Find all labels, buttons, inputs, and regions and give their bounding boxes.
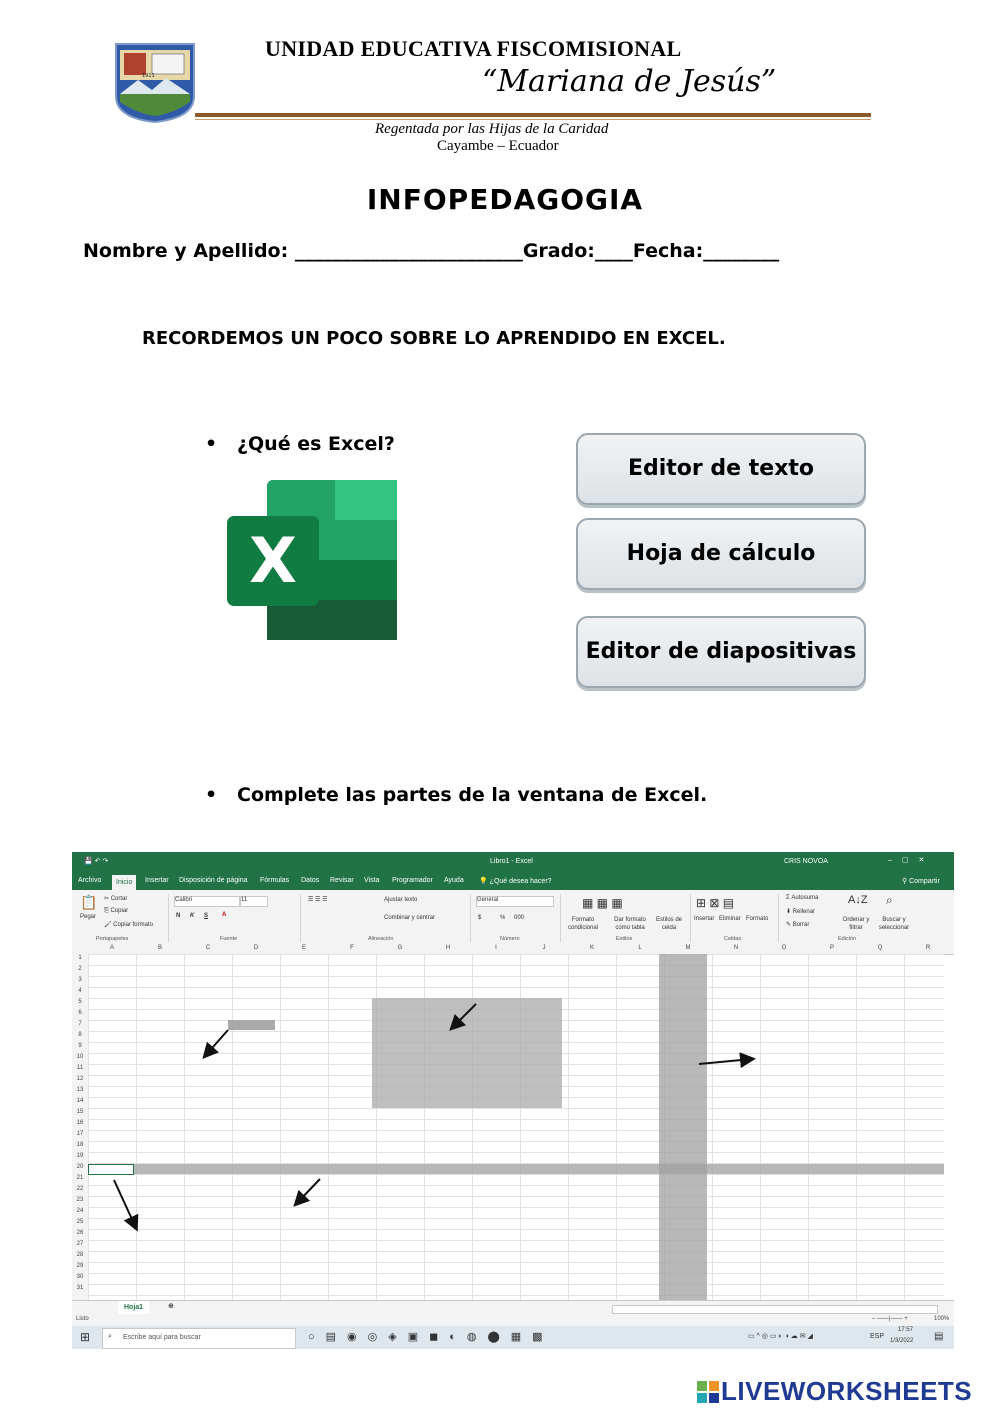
copy-label: Copiar: [110, 908, 129, 914]
save-icon: 💾 ↶ ↷: [84, 858, 109, 865]
conditional-format-button[interactable]: Formato condicional: [567, 917, 599, 931]
cut-button[interactable]: ✂ Cortar: [104, 896, 128, 902]
column-header[interactable]: I: [495, 945, 497, 951]
tab-disposicion[interactable]: Disposición de página: [179, 877, 248, 884]
cell-styles-button[interactable]: Estilos de celda: [655, 917, 682, 931]
clear-button[interactable]: ✎ Borrar: [786, 922, 810, 928]
delete-cells-button[interactable]: Eliminar: [719, 916, 741, 922]
row-header[interactable]: 3: [78, 977, 82, 983]
row-header[interactable]: 18: [76, 1142, 84, 1148]
city-line: Cayambe – Ecuador: [437, 138, 559, 154]
percent-button[interactable]: %: [500, 915, 506, 921]
row-header[interactable]: 17: [76, 1131, 84, 1137]
windows-start-icon[interactable]: ⊞: [80, 1330, 91, 1344]
arrow-row: [296, 1179, 320, 1204]
group-clipboard: Portapapeles: [96, 936, 129, 942]
column-header[interactable]: F: [350, 945, 354, 951]
school-logo: [112, 40, 198, 124]
copy-button[interactable]: ⎘ Copiar: [104, 908, 129, 914]
row-header[interactable]: 5: [78, 999, 82, 1005]
add-sheet-icon[interactable]: ⊕: [168, 1303, 174, 1310]
row-header[interactable]: 25: [76, 1219, 84, 1225]
horizontal-scrollbar[interactable]: [612, 1305, 938, 1314]
row-header[interactable]: 31: [76, 1285, 84, 1291]
row-header[interactable]: 2: [78, 966, 82, 972]
row-header[interactable]: 27: [76, 1241, 84, 1247]
student-info-line: Nombre y Apellido: ________________________Grado:____Fecha:________: [83, 240, 780, 262]
column-header[interactable]: H: [445, 945, 451, 951]
option-editor-de-texto[interactable]: Editor de texto: [576, 433, 866, 505]
question-complete-parts: • Complete las partes de la ventana de Excel.: [205, 784, 708, 806]
row-header[interactable]: 19: [76, 1153, 84, 1159]
tab-inicio[interactable]: Inicio: [112, 875, 136, 890]
row-header[interactable]: 11: [76, 1065, 84, 1071]
tell-me-text: ¿Qué desea hacer?: [489, 878, 552, 885]
column-header[interactable]: A: [109, 945, 114, 951]
row-header[interactable]: 23: [76, 1197, 84, 1203]
row-header[interactable]: 24: [76, 1208, 84, 1214]
row-header[interactable]: 15: [76, 1109, 84, 1115]
answer-arrows: [72, 852, 954, 1349]
column-header[interactable]: P: [829, 945, 834, 951]
page-title: INFOPEDAGOGIA: [366, 183, 644, 216]
autosum-label: Autosuma: [791, 895, 819, 901]
svg-text:X: X: [249, 524, 297, 597]
user-name: CRIS NOVOA: [784, 858, 828, 865]
thousands-button[interactable]: 000: [514, 915, 525, 921]
row-header[interactable]: 8: [78, 1032, 82, 1038]
question-what-is-excel: • ¿Qué es Excel?: [205, 433, 395, 455]
row-header[interactable]: 1: [78, 955, 82, 961]
font-color-icon[interactable]: A: [222, 912, 227, 918]
row-header[interactable]: 21: [76, 1175, 84, 1181]
status-bar: [72, 1314, 954, 1326]
group-styles: Estilos: [616, 936, 633, 942]
row-header[interactable]: 16: [76, 1120, 84, 1126]
fill-button[interactable]: ⬇ Rellenar: [786, 909, 816, 915]
styles-icons: ▦ ▦ ▦: [582, 896, 623, 910]
tab-insertar[interactable]: Insertar: [145, 877, 169, 884]
arrow-cell: [205, 1030, 228, 1056]
brand-text: LIVEWORKSHEETS: [721, 1376, 973, 1406]
row-header[interactable]: 10: [76, 1054, 84, 1060]
regent-line: Regentada por las Hijas de la Caridad: [375, 121, 609, 137]
share-label: Compartir: [909, 878, 940, 885]
column-header[interactable]: E: [301, 945, 306, 951]
underline-button[interactable]: S: [204, 913, 209, 919]
arrow-column: [699, 1059, 752, 1064]
taskbar-search-box[interactable]: [102, 1328, 296, 1349]
tab-ayuda[interactable]: Ayuda: [444, 877, 464, 884]
option-editor-de-diapositivas[interactable]: Editor de diapositivas: [576, 616, 866, 688]
column-header[interactable]: D: [253, 945, 259, 951]
format-as-table-button[interactable]: Dar formato como tabla: [614, 917, 646, 931]
window-title: Libro1 - Excel: [490, 858, 533, 865]
column-header[interactable]: J: [542, 945, 546, 951]
row-header[interactable]: 28: [76, 1252, 84, 1258]
group-editing: Edición: [838, 936, 857, 942]
row-header[interactable]: 20: [76, 1164, 84, 1170]
tab-formulas[interactable]: Fórmulas: [260, 877, 290, 884]
tab-programador[interactable]: Programador: [392, 877, 433, 884]
zoom-slider[interactable]: – ——|—— +: [872, 1316, 908, 1322]
header-rule: [195, 113, 871, 117]
merge-center-button[interactable]: Combinar y centrar: [384, 915, 436, 921]
format-painter-label: Copiar formato: [113, 922, 153, 928]
column-header[interactable]: O: [781, 945, 787, 951]
arrow-range: [452, 1004, 476, 1028]
row-header[interactable]: 6: [78, 1010, 82, 1016]
font-size-select[interactable]: 11: [240, 896, 268, 907]
clock-date: 1/3/2022: [890, 1338, 914, 1344]
school-name: UNIDAD EDUCATIVA FISCOMISIONAL: [265, 36, 682, 61]
group-alignment: Alineación: [368, 936, 394, 942]
excel-logo-icon: [227, 480, 399, 640]
row-header[interactable]: 9: [78, 1043, 82, 1049]
paste-icon: 📋: [80, 894, 98, 910]
row-header[interactable]: 12: [76, 1076, 84, 1082]
bold-button[interactable]: N: [176, 913, 181, 919]
wrap-text-button[interactable]: Ajustar texto: [384, 897, 418, 903]
column-header[interactable]: M: [685, 945, 691, 951]
school-subname: “Mariana de Jesús”: [482, 64, 777, 99]
taskbar-search-text: Escribe aquí para buscar: [123, 1334, 201, 1341]
column-header[interactable]: B: [157, 945, 162, 951]
sheet-tab-hoja1[interactable]: Hoja1: [118, 1301, 149, 1317]
row-header[interactable]: 30: [76, 1274, 84, 1280]
insert-cells-button[interactable]: Insertar: [694, 916, 715, 922]
tab-revisar[interactable]: Revisar: [330, 877, 354, 884]
window-controls[interactable]: –▢✕: [888, 857, 935, 864]
column-header[interactable]: L: [638, 945, 642, 951]
status-text: Listo: [76, 1316, 89, 1322]
sort-icon: A↓Z: [848, 894, 868, 906]
sheet-tabs-bar: [72, 1300, 954, 1315]
number-format-select[interactable]: General: [476, 896, 554, 907]
cut-label: Cortar: [110, 896, 128, 902]
group-cells: Celdas: [724, 936, 742, 942]
tray-icons[interactable]: ▭ ^ ◎ ▭ ◐ ◑ ☁ ✉ ◢: [748, 1333, 813, 1340]
recall-heading: RECORDEMOS UN POCO SOBRE LO APRENDIDO EN EXCEL.: [142, 328, 726, 349]
group-number: Número: [500, 936, 520, 942]
align-icons[interactable]: ☰ ☰ ☰: [308, 897, 328, 903]
logo-year: 1911: [142, 73, 155, 79]
column-header[interactable]: R: [925, 945, 931, 951]
excel-window: [72, 852, 954, 1349]
group-font: Fuente: [220, 936, 238, 942]
row-header[interactable]: 26: [76, 1230, 84, 1236]
column-header[interactable]: Q: [877, 945, 883, 951]
row-header[interactable]: 14: [76, 1098, 84, 1104]
header-rule-thin: [195, 119, 871, 120]
cells-icons: ⊞ ⊠ ▤: [696, 896, 735, 910]
currency-button[interactable]: $: [478, 915, 482, 921]
arrow-active-cell: [114, 1180, 136, 1228]
notification-icon[interactable]: ▤: [934, 1331, 944, 1342]
share-button[interactable]: ⚲ Compartir: [902, 878, 940, 885]
language-indicator[interactable]: ESP: [870, 1333, 885, 1340]
clock-time: 17:57: [898, 1327, 914, 1333]
format-painter-button[interactable]: 🖌 Copiar formato: [104, 922, 153, 928]
question-2-text: Complete las partes de la ventana de Excel.: [237, 784, 708, 806]
format-cells-button[interactable]: Formato: [746, 916, 769, 922]
search-icon: ⌕: [108, 1333, 112, 1340]
tell-me-box[interactable]: 💡 ¿Qué desea hacer?: [479, 878, 552, 885]
tab-vista[interactable]: Vista: [364, 877, 380, 884]
taskbar-app-icons[interactable]: ○▤◉◎◈▣◼◐◍⬤▦▩: [308, 1331, 554, 1343]
column-header[interactable]: N: [733, 945, 739, 951]
column-header[interactable]: C: [205, 945, 211, 951]
question-1-text: ¿Qué es Excel?: [237, 433, 395, 455]
find-select-button[interactable]: Buscar y seleccionar: [878, 917, 910, 931]
windows-taskbar: [72, 1326, 954, 1349]
liveworksheets-brand: [697, 1376, 972, 1407]
row-header[interactable]: 29: [76, 1263, 84, 1269]
clear-label: Borrar: [792, 922, 810, 928]
liveworksheets-logo-icon: [697, 1379, 719, 1401]
row-header[interactable]: 7: [78, 1021, 82, 1027]
sort-filter-button[interactable]: Ordenar y filtrar: [842, 917, 870, 931]
zoom-level: 100%: [934, 1316, 950, 1322]
fill-label: Rellenar: [792, 909, 816, 915]
font-name-select[interactable]: Calibri: [174, 896, 240, 907]
tab-archivo[interactable]: Archivo: [78, 877, 102, 884]
autosum-button[interactable]: Σ Autosuma: [786, 895, 819, 901]
row-header[interactable]: 22: [76, 1186, 84, 1192]
search-icon: ⌕: [886, 893, 893, 907]
option-hoja-de-calculo[interactable]: Hoja de cálculo: [576, 518, 866, 590]
italic-button[interactable]: K: [190, 913, 195, 919]
row-header[interactable]: 4: [78, 988, 82, 994]
column-header[interactable]: K: [589, 945, 594, 951]
paste-button[interactable]: Pegar: [80, 914, 97, 920]
row-header[interactable]: 13: [76, 1087, 84, 1093]
tab-datos[interactable]: Datos: [301, 877, 320, 884]
column-header[interactable]: G: [397, 945, 403, 951]
